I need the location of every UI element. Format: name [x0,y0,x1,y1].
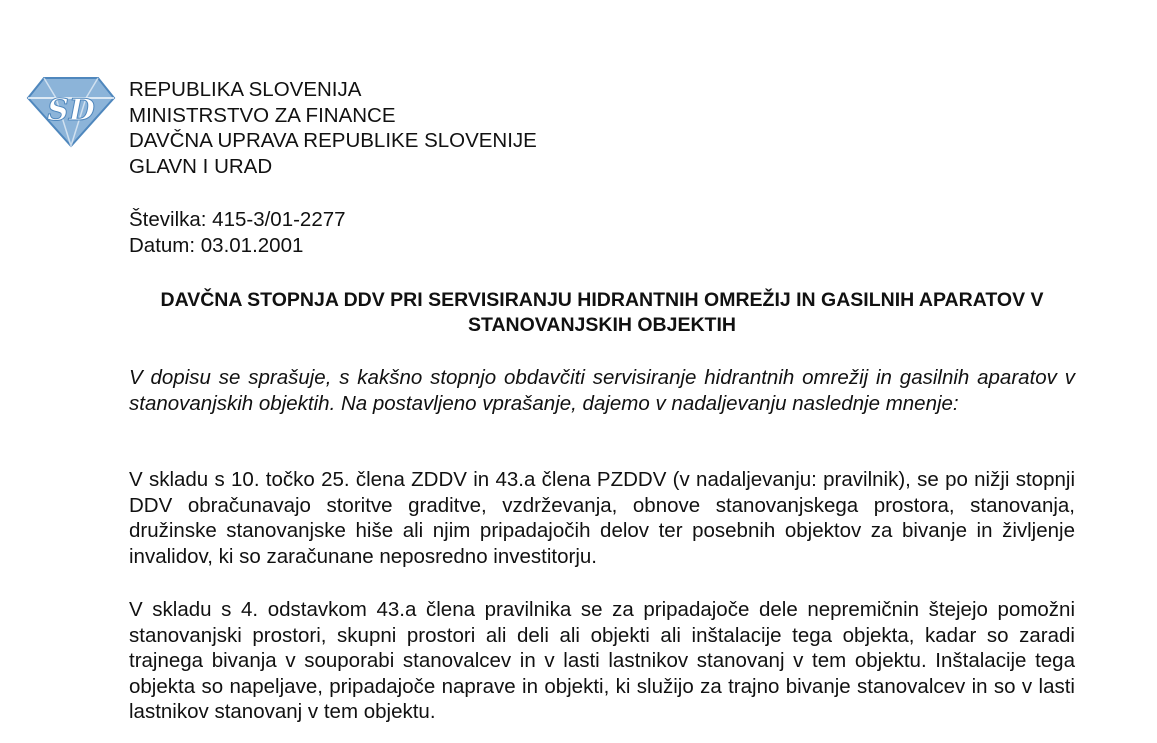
issuer-header [129,77,537,179]
document-meta [129,207,346,258]
diamond-logo-icon [26,74,116,150]
paragraph-intro: V dopisu se sprašuje, s kakšno stopnjo obdavčiti servisiranje hidrantnih omrežij in gasilnih aparatov v stanovanjskih objektih. Na postavljeno vprašanje, dajemo v nadaljevanju naslednje mnenje: [129,366,1075,415]
document-title: DAVČNA STOPNJA DDV PRI SERVISIRANJU HIDRANTNIH OMREŽIJ IN GASILNIH APARATOV V STANOVANJSKIH OBJEKTIH [160,289,1044,336]
header-line-country: REPUBLIKA SLOVENIJA [129,78,362,101]
header-line-ministry: MINISTRSTVO ZA FINANCE [129,103,396,127]
header-line-authority: DAVČNA UPRAVA REPUBLIKE SLOVENIJE [129,129,537,152]
logo-letters: SD [47,93,95,128]
document-date: Datum: 03.01.2001 [129,233,304,257]
paragraph-second: V skladu s 4. odstavkom 43.a člena pravilnika se za pripadajoče dele nepremičnin štejejo pomožni stanovanjski prostori, skupni prostori ali deli ali objekti ali inštalacije tega objekta, kadar so zaradi trajnega bivanja v souporabi stanovalcev in v lasti lastnikov stanovanj v tem objektu. Inštalacije tega objekta so napeljave, pripadajoče naprave in objekti, ki služijo za trajno bivanje stanovalcev in so v lasti lastnikov stanovanj v tem objektu. [129,598,1075,723]
document-number: Številka: 415-3/01-2277 [129,208,346,231]
tax-authority-logo [26,74,116,150]
paragraph-first: V skladu s 10. točko 25. člena ZDDV in 43.a člena PZDDV (v nadaljevanju: pravilnik), se po nižji stopnji DDV obračunavajo storitve graditve, vzdrževanja, obnove stanovanjskega prostora, stanovanja, družinske stanovanjske hiše ali njim pripadajočih delov ter posebnih objektov za bivanje in življenje invalidov, ki so zaračunane neposredno investitorju. [129,468,1075,568]
header-line-office: GLAVN I URAD [129,154,273,178]
